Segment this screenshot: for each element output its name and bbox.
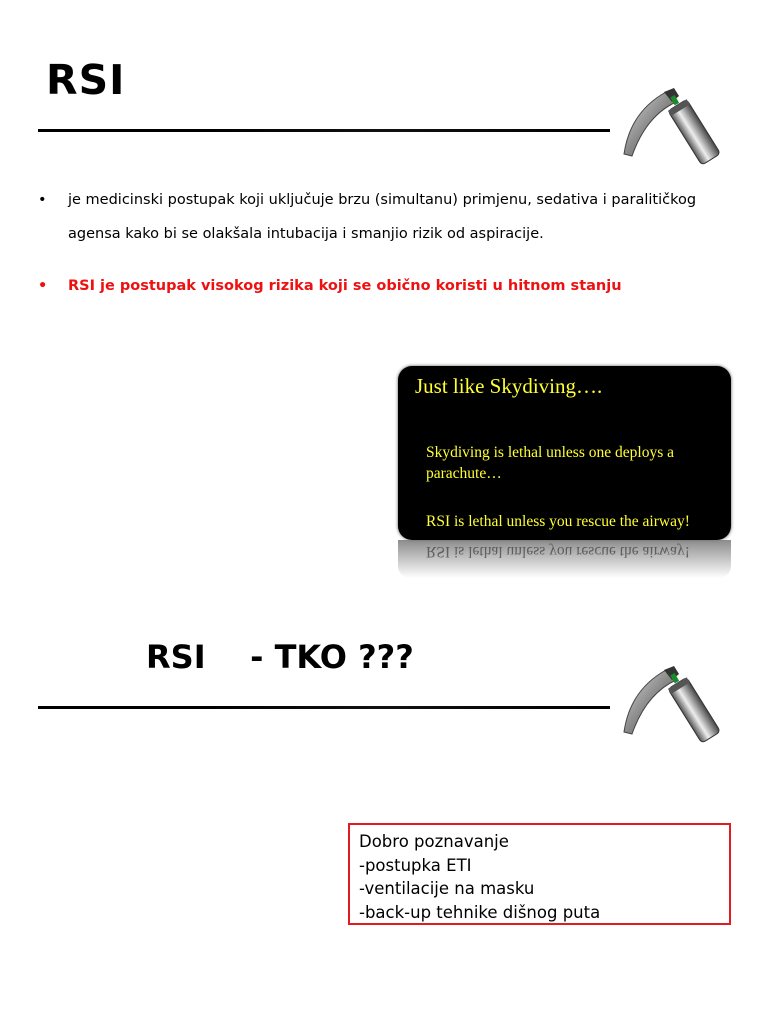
slide2-divider	[38, 706, 610, 709]
requirements-box	[348, 823, 731, 925]
box-line: -back-up tehnike dišnog puta	[359, 902, 601, 922]
callout-line: Skydiving is lethal unless one deploys a parachute…	[426, 444, 674, 482]
callout-heading: Just like Skydiving….	[415, 374, 603, 398]
bullet-marker: •	[38, 278, 48, 294]
slide1-divider	[38, 129, 610, 132]
callout-line: RSI is lethal unless you rescue the airway!	[426, 513, 690, 530]
slide1-title: RSI	[46, 56, 126, 104]
bullet-text: RSI je postupak visokog rizika koji se obično koristi u hitnom stanju	[68, 278, 622, 294]
box-line: -ventilacije na masku	[359, 879, 535, 898]
callout-reflection-text: RSI is lethal unless you rescue the airway!	[426, 543, 690, 560]
box-line: Dobro poznavanje	[359, 832, 509, 851]
laryngoscope-icon	[616, 660, 726, 752]
skydiving-callout	[398, 366, 731, 540]
bullet-marker: •	[38, 192, 47, 208]
callout-reflection	[398, 540, 731, 578]
slide2-title: RSI - TKO ???	[146, 638, 414, 676]
laryngoscope-icon	[616, 82, 726, 174]
bullet-text: je medicinski postupak koji uključuje brzu (simultanu) primjenu, sedativa i paralitičkog agensa kako bi se olakšala intubacija i smanjio rizik od aspiracije.	[68, 192, 697, 242]
box-line: -postupka ETI	[359, 855, 472, 875]
